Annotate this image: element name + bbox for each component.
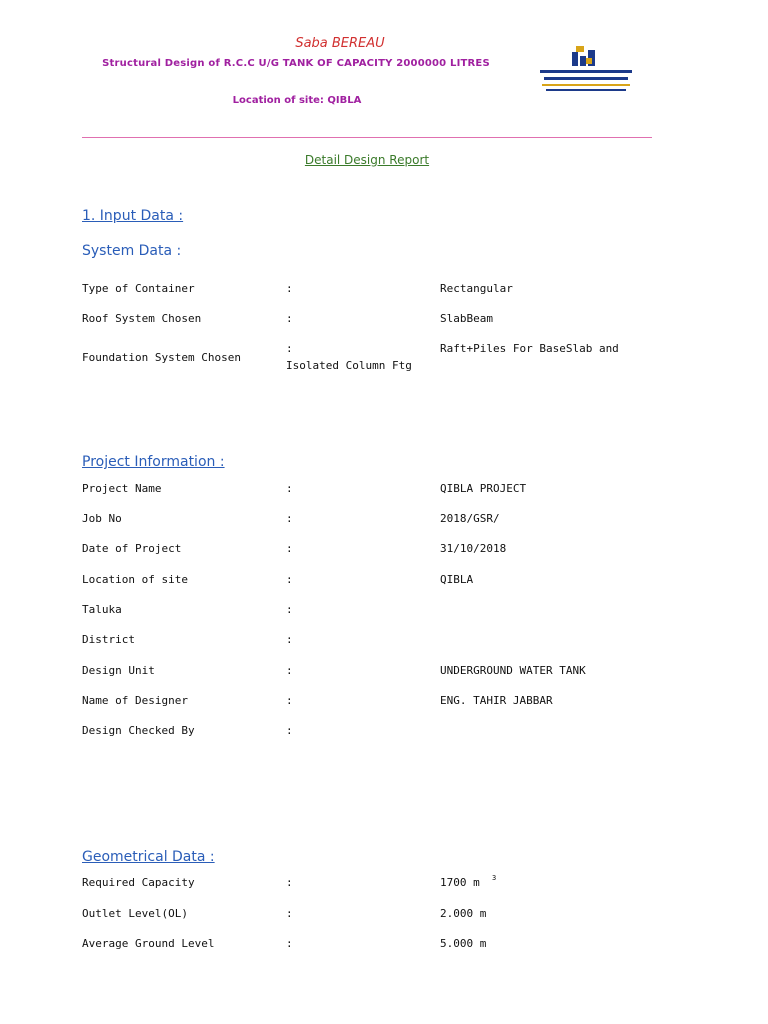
row-separator: : [286, 482, 293, 495]
row-separator: : [286, 724, 293, 737]
row-label: Date of Project [82, 542, 182, 555]
row-label: Foundation System Chosen [82, 351, 241, 364]
section-input-data: 1. Input Data : [82, 208, 184, 224]
row-separator: : [286, 603, 293, 616]
row-label: Roof System Chosen [82, 312, 202, 325]
row-label: Taluka [82, 603, 122, 616]
row-value: QIBLA [440, 573, 474, 586]
row-label: District [82, 633, 135, 646]
row-value: SlabBeam [440, 312, 493, 325]
row-separator: : [286, 937, 293, 950]
section-geometrical-data: Geometrical Data : [82, 849, 215, 865]
row-separator: : [286, 342, 293, 355]
section-project-information: Project Information : [82, 454, 225, 470]
row-label: Job No [82, 512, 122, 525]
row-value: 31/10/2018 [440, 542, 507, 555]
row-separator: : [286, 694, 293, 707]
row-separator: : [286, 312, 293, 325]
row-label: Design Unit [82, 664, 155, 677]
row-value: 2018/GSR/ [440, 512, 500, 525]
row-label: Design Checked By [82, 724, 195, 737]
site-location: Location of site: QIBLA [232, 95, 362, 106]
section-system-data: System Data : [82, 243, 182, 259]
report-title: Detail Design Report [304, 153, 430, 167]
row-value: UNDERGROUND WATER TANK [440, 664, 586, 677]
row-separator: : [286, 282, 293, 295]
row-label: Location of site [82, 573, 188, 586]
row-label: Outlet Level(OL) [82, 907, 188, 920]
unit-superscript: 3 [492, 874, 497, 882]
header-divider [82, 137, 652, 138]
document-subtitle: Structural Design of R.C.C U/G TANK OF CAPACITY 2000000 LITRES [102, 58, 490, 69]
row-separator: : [286, 876, 293, 889]
row-value: 5.000 m [440, 937, 487, 950]
row-value: 1700 m [440, 876, 480, 889]
row-label: Type of Container [82, 282, 195, 295]
company-name: Saba BEREAU [295, 36, 385, 51]
row-separator: : [286, 664, 293, 677]
row-label: Average Ground Level [82, 937, 215, 950]
logo-emblem-icon [516, 44, 656, 106]
row-label: Required Capacity [82, 876, 195, 889]
row-value: 2.000 m [440, 907, 487, 920]
row-separator: : [286, 542, 293, 555]
row-value: ENG. TAHIR JABBAR [440, 694, 553, 707]
row-separator: : [286, 907, 293, 920]
row-value: Raft+Piles For BaseSlab and [440, 342, 619, 355]
company-logo [516, 44, 656, 106]
row-value: QIBLA PROJECT [440, 482, 527, 495]
row-value-continuation: Isolated Column Ftg [286, 359, 412, 372]
row-label: Project Name [82, 482, 162, 495]
row-separator: : [286, 573, 293, 586]
row-label: Name of Designer [82, 694, 188, 707]
row-separator: : [286, 633, 293, 646]
row-separator: : [286, 512, 293, 525]
row-value: Rectangular [440, 282, 513, 295]
